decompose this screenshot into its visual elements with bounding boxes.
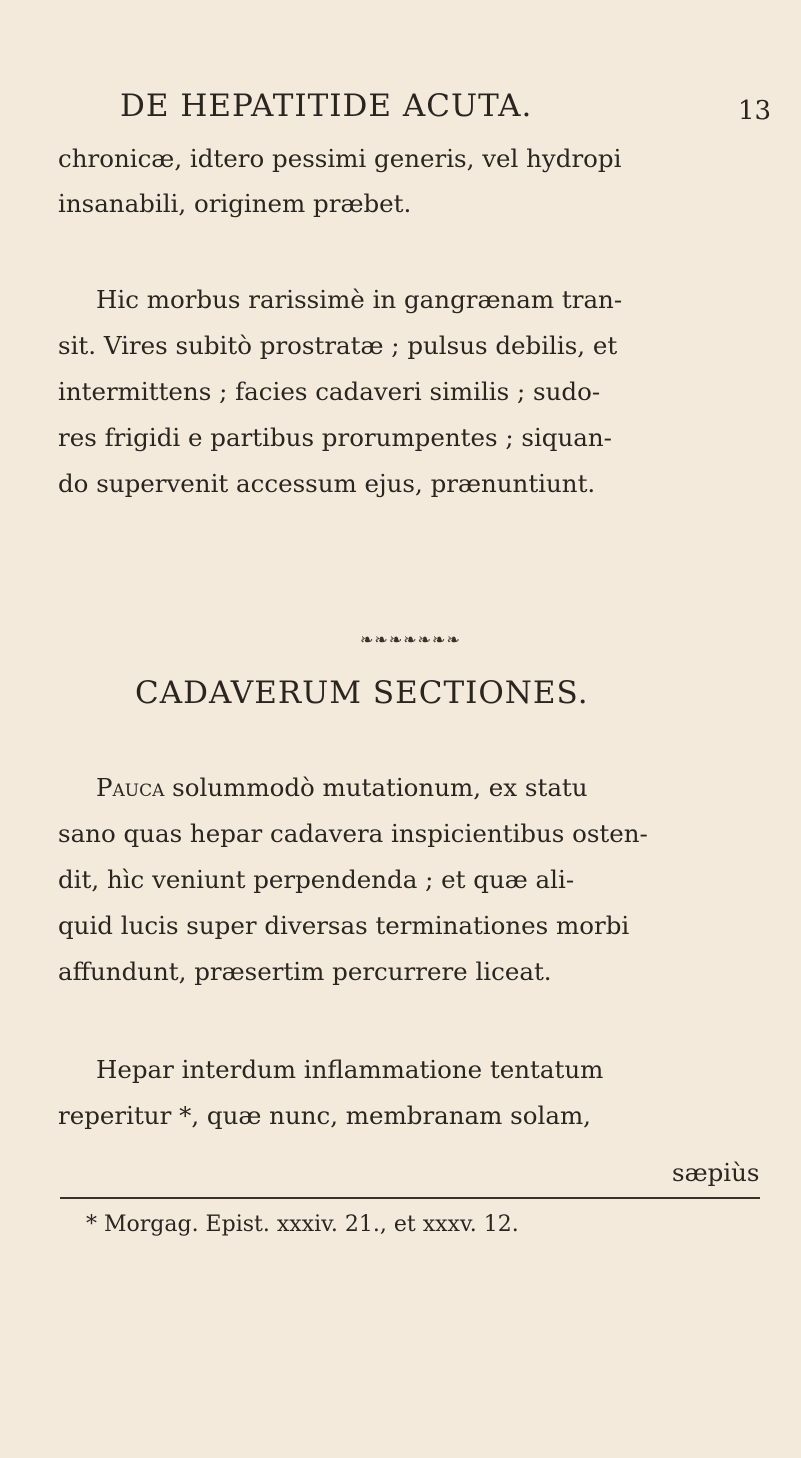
ornament-divider: ❧❧❧❧❧❧❧	[360, 630, 461, 649]
text-span: solummodò mutationum, ex statu	[164, 773, 588, 802]
text-line: affundunt, præsertim percurrere liceat.	[58, 957, 552, 986]
text-line: dit, hìc veniunt perpendenda ; et quæ ali-	[58, 865, 575, 894]
footnote: * Morgag. Epist. xxxiv. 21., et xxxv. 12.	[86, 1212, 519, 1237]
text-line: chronicæ, idtero pessimi generis, vel hydropi	[58, 144, 622, 173]
section-heading: CADAVERUM SECTIONES.	[135, 675, 589, 711]
text-line: intermittens ; facies cadaveri similis ; sudo-	[58, 377, 601, 406]
text-line: sano quas hepar cadavera inspicientibus osten-	[58, 819, 648, 848]
running-header: DE HEPATITIDE ACUTA.	[120, 88, 533, 124]
text-line: do supervenit accessum ejus, prænuntiunt.	[58, 469, 596, 498]
text-line: insanabili, originem præbet.	[58, 189, 412, 218]
lead-word: Pauca	[96, 773, 165, 802]
text-line: Hepar interdum inflammatione tentatum	[96, 1055, 604, 1084]
text-line: reperitur *, quæ nunc, membranam solam,	[58, 1101, 591, 1130]
page-number: 13	[738, 96, 772, 126]
text-line: sit. Vires subitò prostratæ ; pulsus debilis, et	[58, 331, 618, 360]
text-line: quid lucis super diversas terminationes morbi	[58, 911, 630, 940]
text-line: res frigidi e partibus prorumpentes ; siquan-	[58, 423, 612, 452]
footnote-rule	[60, 1197, 760, 1199]
text-line	[96, 773, 801, 802]
text-line: Hic morbus rarissimè in gangrænam tran-	[96, 285, 623, 314]
catchword: sæpiùs	[672, 1158, 760, 1187]
